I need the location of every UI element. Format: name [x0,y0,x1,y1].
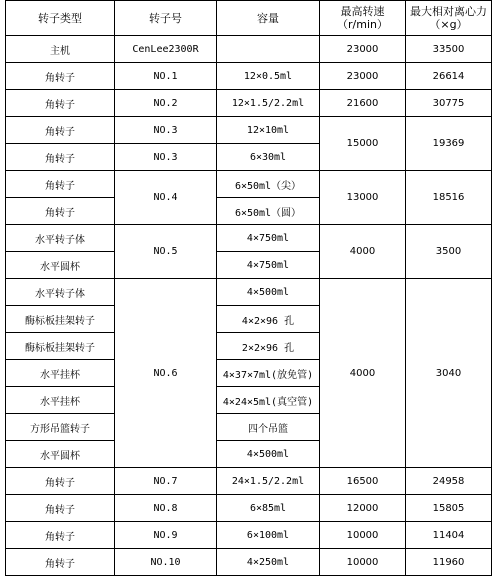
capacity-cell: 4×37×7ml(放免管) [217,360,320,387]
table-row [6,117,492,144]
capacity-cell: 4×2×96 孔 [217,306,320,333]
rotor-type-cell: 角转子 [6,90,115,117]
table-row [6,171,492,198]
rotor-type-cell: 水平圆杯 [6,441,115,468]
rotor-type-cell: 角转子 [6,549,115,576]
capacity-cell: 24×1.5/2.2ml [217,468,320,495]
rotor-no-cell: NO.1 [115,63,217,90]
table-row [6,468,492,495]
rotor-no-cell: NO.5 [115,225,217,279]
max-speed-cell: 4000 [320,225,406,279]
capacity-cell: 12×1.5/2.2ml [217,90,320,117]
rotor-type-cell: 水平挂杯 [6,387,115,414]
rotor-no-cell: NO.4 [115,171,217,225]
rotor-type-cell: 水平圆杯 [6,252,115,279]
max-rcf-cell: 3040 [406,279,492,468]
max-speed-cell: 21600 [320,90,406,117]
max-rcf-cell: 3500 [406,225,492,279]
rotor-type-cell: 酶标板挂架转子 [6,306,115,333]
table-row [6,225,492,252]
rotor-no-cell: NO.6 [115,279,217,468]
max-rcf-cell: 26614 [406,63,492,90]
max-rcf-cell: 11960 [406,549,492,576]
header-rotor-type: 转子类型 [6,1,115,36]
rotor-type-cell: 角转子 [6,522,115,549]
capacity-cell: 4×500ml [217,279,320,306]
rotor-type-cell: 水平转子体 [6,279,115,306]
table-row [6,495,492,522]
rotor-no-cell: NO.3 [115,117,217,144]
rotor-no-cell: NO.9 [115,522,217,549]
max-speed-cell: 23000 [320,36,406,63]
max-rcf-cell: 24958 [406,468,492,495]
max-rcf-cell: 30775 [406,90,492,117]
rotor-no-cell: NO.10 [115,549,217,576]
max-rcf-cell: 33500 [406,36,492,63]
max-rcf-cell: 18516 [406,171,492,225]
table-row [6,522,492,549]
capacity-cell: 6×100ml [217,522,320,549]
rotor-type-cell: 酶标板挂架转子 [6,333,115,360]
rotor-no-cell: NO.3 [115,144,217,171]
max-rcf-cell: 11404 [406,522,492,549]
capacity-cell: 6×50ml（圆） [217,198,320,225]
rotor-type-cell: 主机 [6,36,115,63]
rotor-no-cell: NO.7 [115,468,217,495]
capacity-cell: 6×30ml [217,144,320,171]
max-speed-cell: 23000 [320,63,406,90]
capacity-cell: 4×24×5ml(真空管) [217,387,320,414]
rotor-type-cell: 角转子 [6,495,115,522]
header-capacity: 容量 [217,1,320,36]
header-rotor-no: 转子号 [115,1,217,36]
capacity-cell: 4×750ml [217,252,320,279]
max-rcf-cell: 19369 [406,117,492,171]
rotor-type-cell: 水平挂杯 [6,360,115,387]
max-speed-cell: 4000 [320,279,406,468]
rotor-type-cell: 水平转子体 [6,225,115,252]
table-row [6,63,492,90]
rotor-no-cell: NO.2 [115,90,217,117]
capacity-cell [217,36,320,63]
rotor-type-cell: 角转子 [6,144,115,171]
max-speed-cell: 10000 [320,549,406,576]
capacity-cell: 四个吊篮 [217,414,320,441]
max-speed-cell: 12000 [320,495,406,522]
rotor-type-cell: 角转子 [6,63,115,90]
capacity-cell: 4×750ml [217,225,320,252]
capacity-cell: 12×0.5ml [217,63,320,90]
max-speed-cell: 10000 [320,522,406,549]
table-row [6,279,492,306]
capacity-cell: 4×250ml [217,549,320,576]
capacity-cell: 6×85ml [217,495,320,522]
header-row [6,1,492,36]
header-max-speed: 最高转速（r/min） [320,1,406,36]
capacity-cell: 2×2×96 孔 [217,333,320,360]
table-row [6,549,492,576]
rotor-type-cell: 角转子 [6,171,115,198]
capacity-cell: 4×500ml [217,441,320,468]
rotor-type-cell: 角转子 [6,468,115,495]
rotor-no-cell: CenLee2300R [115,36,217,63]
rotor-type-cell: 角转子 [6,117,115,144]
capacity-cell: 12×10ml [217,117,320,144]
rotor-type-cell: 方形吊篮转子 [6,414,115,441]
header-max-rcf: 最大相对离心力（×g） [406,1,492,36]
rotor-no-cell: NO.8 [115,495,217,522]
max-speed-cell: 16500 [320,468,406,495]
rotor-type-cell: 角转子 [6,198,115,225]
max-speed-cell: 15000 [320,117,406,171]
table-row [6,36,492,63]
rotor-spec-table [5,0,492,576]
max-rcf-cell: 15805 [406,495,492,522]
max-speed-cell: 13000 [320,171,406,225]
capacity-cell: 6×50ml（尖） [217,171,320,198]
table-row [6,90,492,117]
